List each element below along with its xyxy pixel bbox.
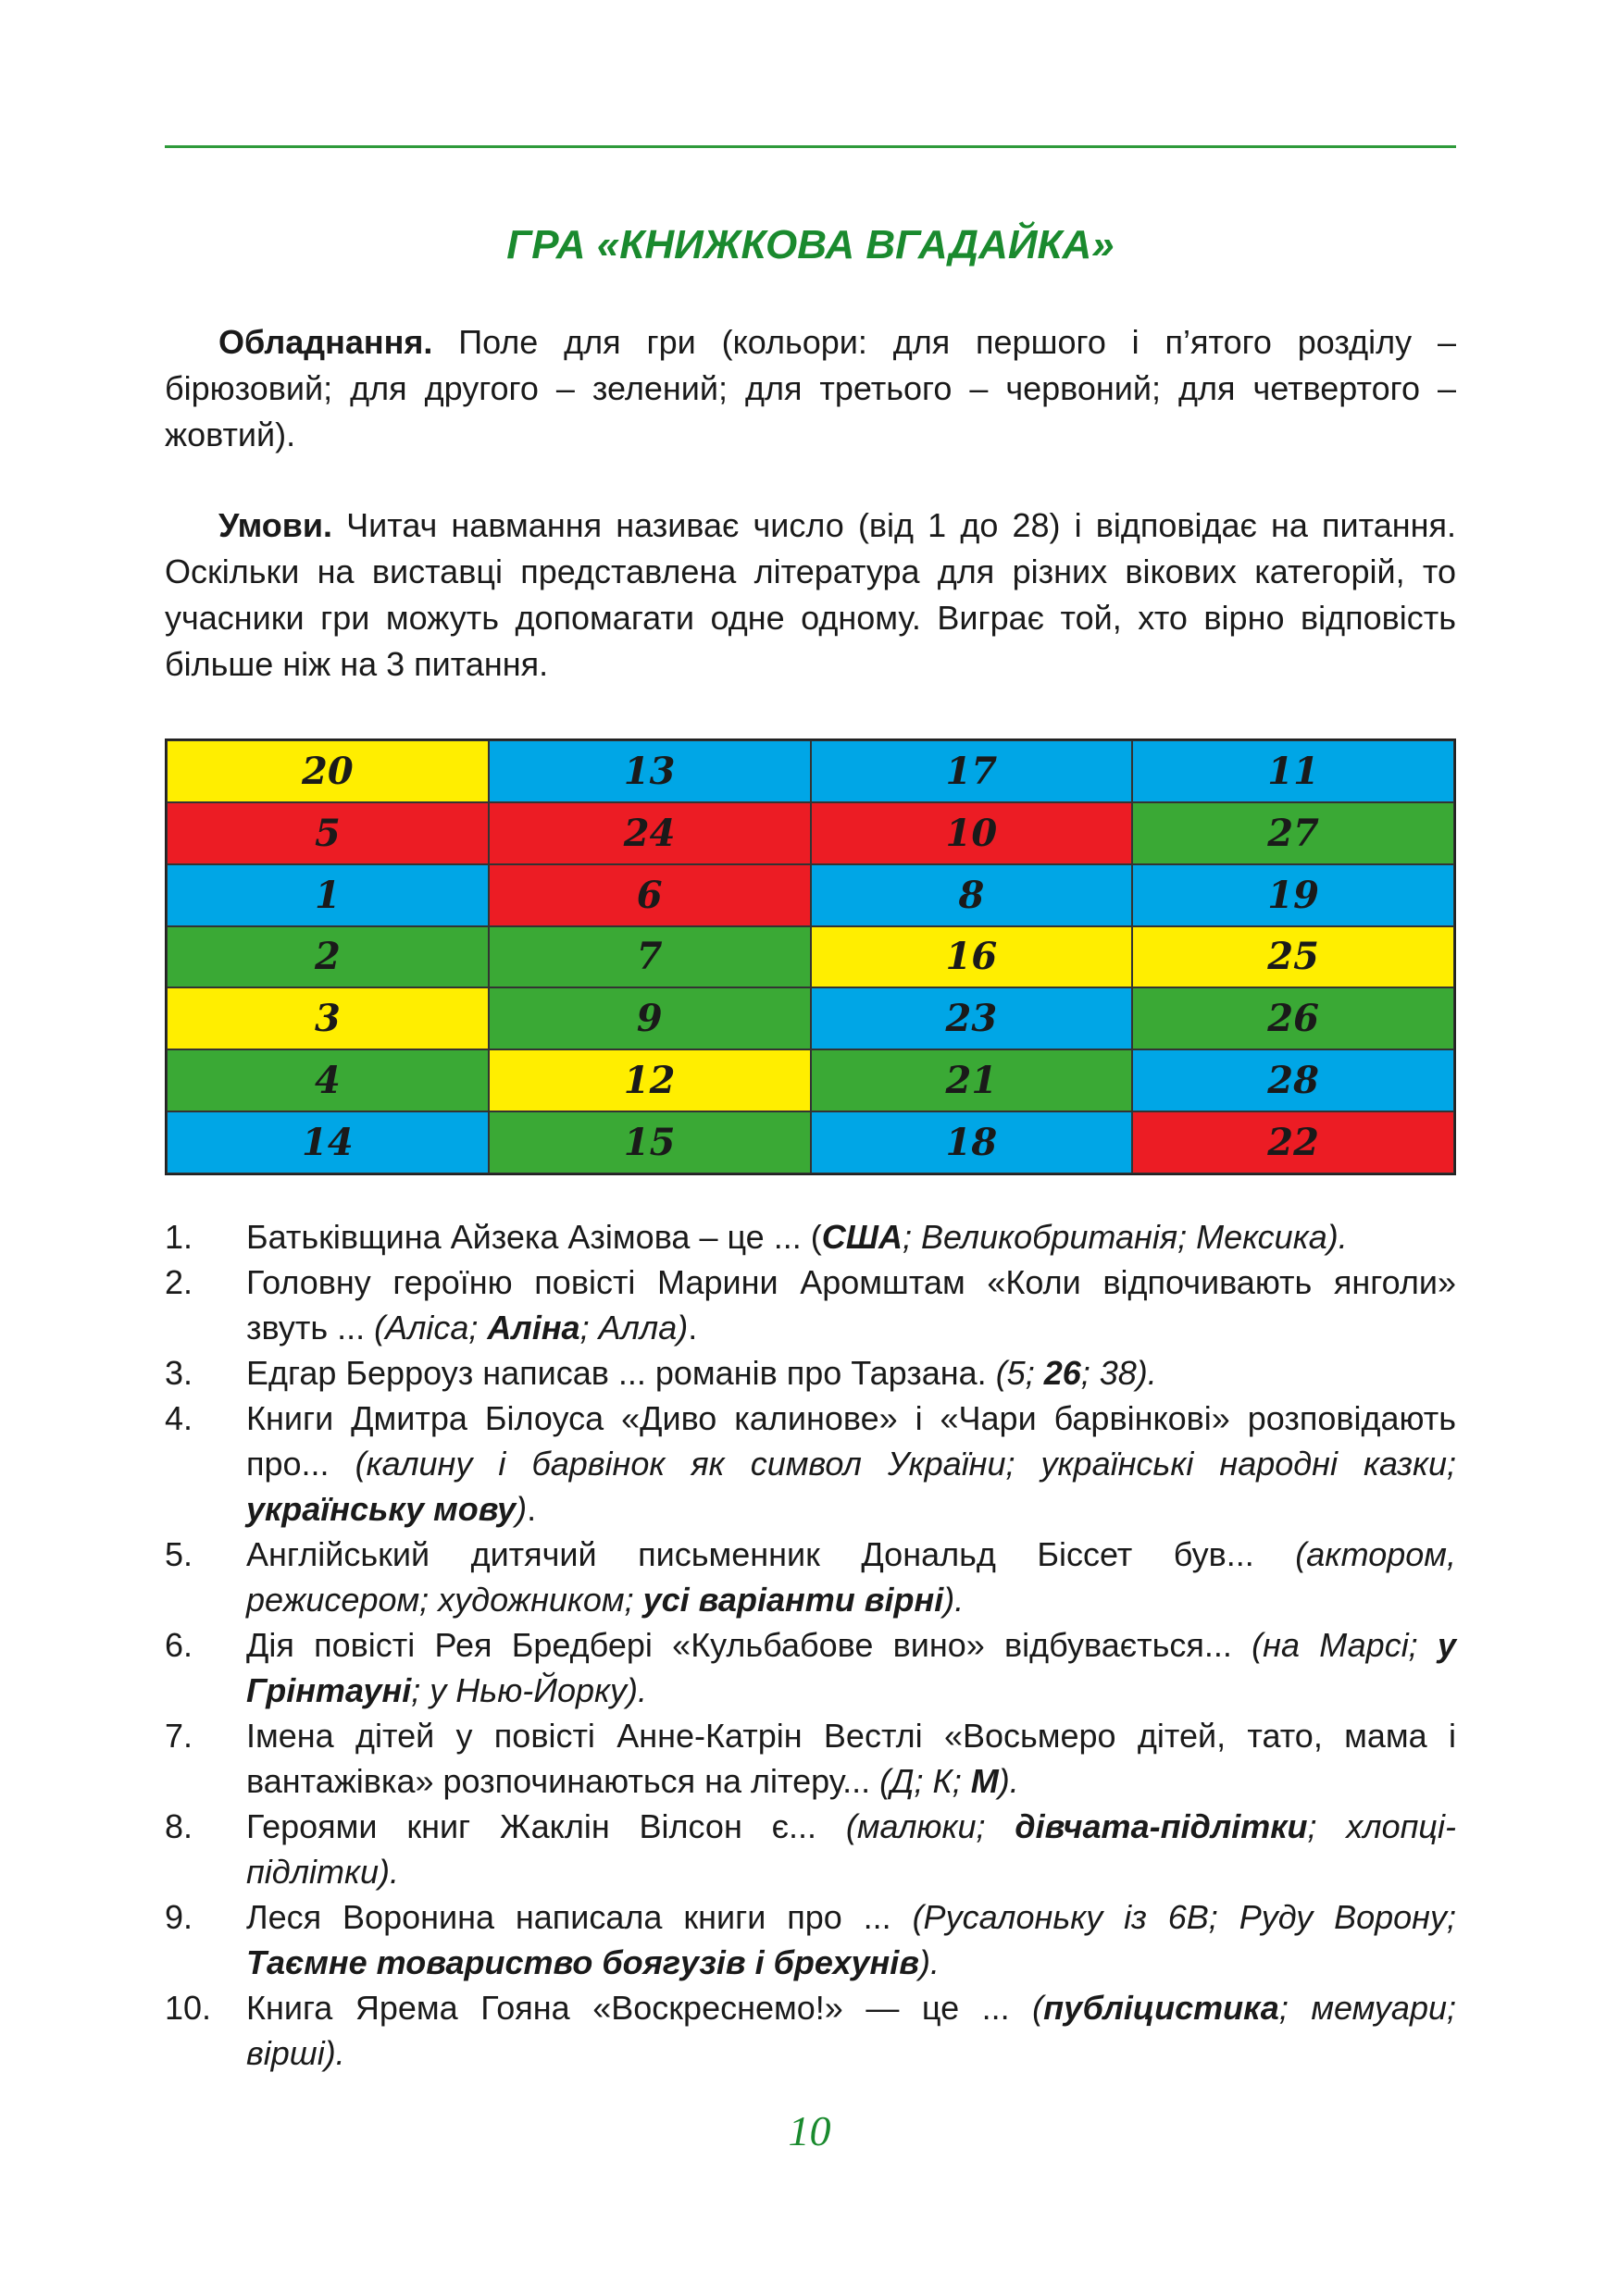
correct-answer: у Грінтауні [246,1626,1456,1709]
board-cell: 6 [489,864,811,926]
question-prompt: Леся Воронина написала книги про ... [246,1898,913,1936]
question-list [165,1214,1456,2076]
board-cell: 3 [167,987,489,1049]
question-item [165,1622,1456,1713]
question-prompt: Головну героїню повісті Марини Аромштам «Коли відпочивають янголи» звуть ... [246,1263,1456,1347]
board-cell: 12 [489,1049,811,1111]
board-cell: 15 [489,1111,811,1173]
board-cell: 9 [489,987,811,1049]
question-text [246,1713,1456,1804]
question-item [165,1894,1456,1985]
answer-options: ; Великобританія; Мексика). [902,1218,1348,1256]
correct-answer: публіцистика [1043,1989,1279,2027]
board-cell: 24 [489,802,811,864]
board-cell: 20 [167,740,489,802]
answer-options: ) [516,1490,528,1528]
question-text [246,1396,1456,1532]
board-cell: 22 [1132,1111,1454,1173]
board-cell: 10 [811,802,1133,864]
question-item [165,1804,1456,1894]
board-cell: 7 [489,926,811,988]
question-prompt: Дія повісті Рея Бредбері «Кульбабове вино» відбувається... [246,1626,1252,1664]
question-number: 3. [165,1354,193,1392]
answer-options: ). [943,1581,965,1619]
answer-options: ( [1032,1989,1044,2027]
equipment-paragraph [165,319,1456,458]
question-number: 6. [165,1626,193,1664]
question-text [246,1804,1456,1894]
question-prompt: Батьківщина Айзека Азімова – це ... ( [246,1218,822,1256]
question-item [165,1214,1456,1260]
correct-answer: усі варіанти вірні [642,1581,944,1619]
board-cell: 25 [1132,926,1454,988]
answer-options: ; у Нью-Йорку). [411,1671,648,1709]
correct-answer: Аліна [487,1309,580,1347]
board-cell: 21 [811,1049,1133,1111]
question-item [165,1985,1456,2076]
board-cell: 14 [167,1111,489,1173]
answer-options: ; Алла) [579,1309,689,1347]
board-cell: 1 [167,864,489,926]
board-cell: 26 [1132,987,1454,1049]
question-prompt: Англійський дитячий письменник Дональд Біссет був... [246,1535,1296,1573]
answer-options: (на Марсі; [1252,1626,1438,1664]
correct-answer: українську мову [246,1490,517,1528]
question-prompt: Героями книг Жаклін Вілсон є... [246,1807,846,1845]
board-cell: 5 [167,802,489,864]
question-number: 1. [165,1218,193,1256]
question-number: 10. [165,1989,212,2027]
correct-answer: дівчата-підлітки [1015,1807,1308,1845]
rules-label: Умови. [218,506,333,544]
question-item [165,1713,1456,1804]
answer-options: ). [918,1943,940,1981]
equipment-label: Обладнання. [218,323,433,361]
question-number: 4. [165,1399,193,1437]
question-text [246,1214,1456,1260]
question-text [246,1622,1456,1713]
correct-answer: 26 [1043,1354,1081,1392]
question-number: 5. [165,1535,193,1573]
page-title: ГРА «КНИЖКОВА ВГАДАЙКА» [506,222,1115,267]
answer-options: ; 38). [1080,1354,1157,1392]
question-prompt: Едгар Берроуз написав ... романів про Тарзана. [246,1354,996,1392]
answer-options: (Русалоньку із 6В; Руду Ворону; [912,1898,1456,1936]
board-cell: 2 [167,926,489,988]
board-cell: 23 [811,987,1133,1049]
question-text [246,1532,1456,1622]
answer-options: (малюки; [845,1807,1015,1845]
answer-options: (5; [995,1354,1044,1392]
question-number: 8. [165,1807,193,1845]
question-prompt: Книга Ярема Гояна «Воскреснемо!» — це ... [246,1989,1033,2027]
answer-options: (актором, режисером; художником; [246,1535,1456,1619]
board-cell: 17 [811,740,1133,802]
answer-options: (Аліса; [374,1309,488,1347]
correct-answer: США [821,1218,903,1256]
question-text [246,1894,1456,1985]
question-text [246,1260,1456,1350]
question-number: 7. [165,1717,193,1755]
page-number: 10 [788,2107,831,2154]
question-item [165,1260,1456,1350]
question-number: 9. [165,1898,193,1936]
board-cell: 13 [489,740,811,802]
question-prompt: Книги Дмитра Білоуса «Диво калинове» і «Чари барвінкові» розповідають про... [246,1399,1456,1483]
question-text [246,1985,1456,2076]
question-number: 2. [165,1263,193,1301]
answer-options: (калину і барвінок як символ України; українські народні казки; [355,1445,1457,1483]
equipment-text: Поле для гри (кольори: для першого і п’ятого розділу – бірюзовий; для другого – зелений; для третього – червоний; для четвертого – жовтий). [165,323,1456,453]
answer-options: (Д; К; [879,1762,971,1800]
board-cell: 18 [811,1111,1133,1173]
question-prompt: . [527,1490,537,1528]
correct-answer: Таємне товариство боягузів і брехунів [246,1943,919,1981]
game-board [165,738,1456,1175]
rules-paragraph [165,503,1456,688]
board-cell: 8 [811,864,1133,926]
question-prompt: . [688,1309,698,1347]
answer-options: ). [998,1762,1019,1800]
header-rule [165,145,1456,148]
answer-options: ; мемуари; вірші). [246,1989,1456,2072]
answer-options: ; хлопці-підлітки). [246,1807,1456,1891]
rules-text: Читач навмання називає число (від 1 до 28) і відповідає на питання. Оскільки на виставці представлена література для різних вікових категорій, то учасники гри можуть допомагати одне одному. Виграє той, хто вірно відповість більше ніж на 3 питання. [165,506,1456,683]
question-item [165,1396,1456,1532]
board-cell: 28 [1132,1049,1454,1111]
question-item [165,1532,1456,1622]
question-prompt: Імена дітей у повісті Анне-Катрін Вестлі «Восьмеро дітей, тато, мама і вантажівка» розпочинаються на літеру... [246,1717,1456,1800]
board-cell: 27 [1132,802,1454,864]
board-cell: 4 [167,1049,489,1111]
question-item [165,1350,1456,1396]
correct-answer: М [970,1762,999,1800]
board-cell: 19 [1132,864,1454,926]
question-text [246,1350,1456,1396]
board-cell: 11 [1132,740,1454,802]
board-cell: 16 [811,926,1133,988]
